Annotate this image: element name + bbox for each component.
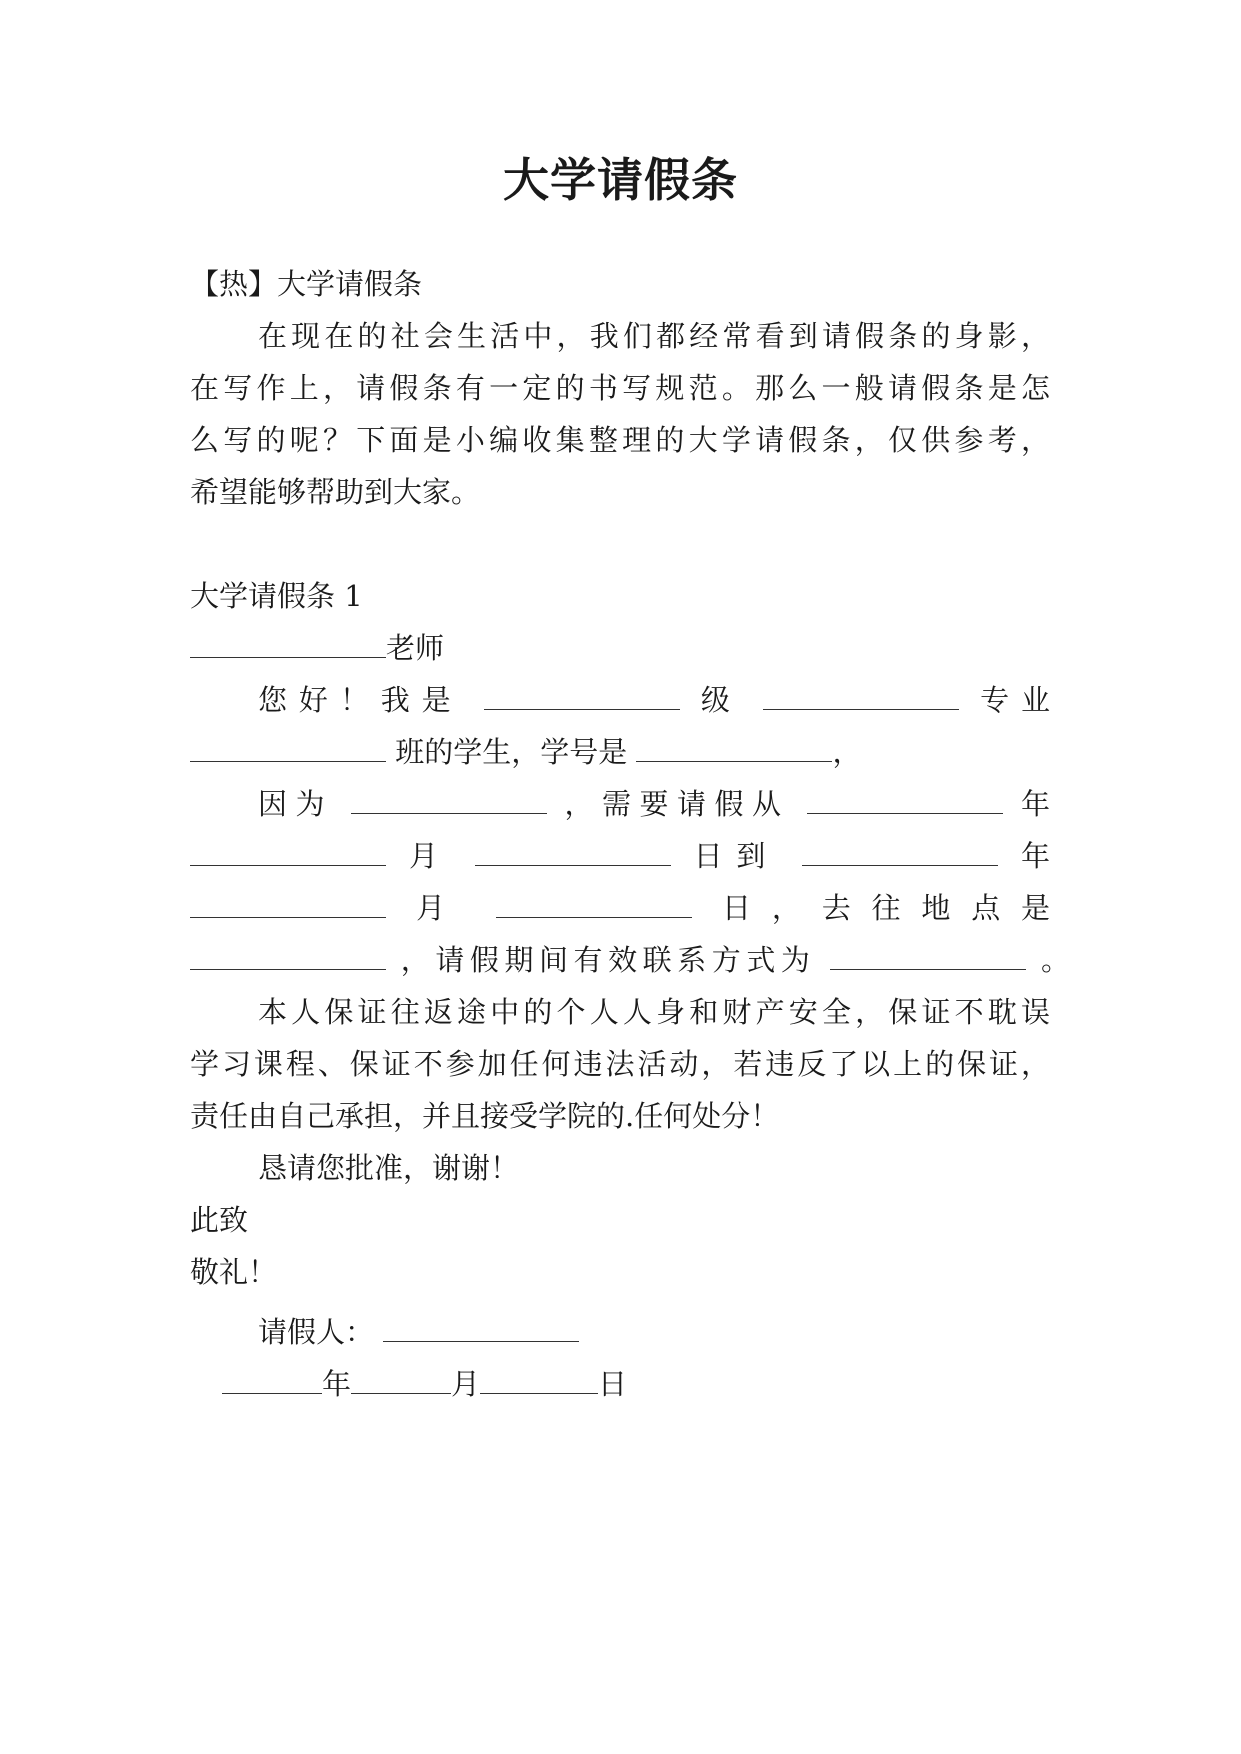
- class-blank: [190, 733, 386, 762]
- start-day-blank: [475, 837, 671, 866]
- date-day-blank: [480, 1365, 598, 1394]
- addressee-suffix: 老师: [386, 631, 445, 665]
- date-year-blank: [222, 1365, 322, 1394]
- student-id-blank: [636, 733, 832, 762]
- date-month-text: 月: [451, 1367, 481, 1401]
- month-text-2: 月: [416, 891, 466, 925]
- pledge-line-2: 学习课程、保证不参加任何违法活动，若违反了以上的保证，: [190, 1047, 1050, 1081]
- letter-line-3: [190, 784, 1050, 824]
- destination-blank: [190, 941, 386, 970]
- letter-line-5: [190, 888, 1050, 928]
- major-blank: [763, 681, 959, 710]
- request-line: 恳请您批准，谢谢！: [258, 1151, 520, 1185]
- date-month-blank: [351, 1365, 451, 1394]
- intro-heading: 【热】大学请假条: [190, 267, 423, 301]
- applicant-line: [190, 1312, 1050, 1352]
- letter-line-6: [190, 940, 1070, 980]
- intro-paragraph-line-2: 在写作上，请假条有一定的书写规范。那么一般请假条是怎: [190, 371, 1050, 405]
- date-day-text: 日: [598, 1367, 628, 1401]
- closing-line-2: 敬礼！: [190, 1255, 278, 1289]
- grade-blank: [484, 681, 680, 710]
- letter-line-1: [190, 680, 1050, 720]
- day-to-text: 日到: [693, 839, 780, 873]
- major-text: 专业: [980, 683, 1050, 717]
- closing-line-1: 此致: [190, 1203, 249, 1237]
- letter-line-4: [190, 836, 1050, 876]
- grade-text: 级: [700, 683, 742, 717]
- letter-line-2: [190, 732, 1050, 772]
- pledge-line-1: 本人保证往返途中的个人人身和财产安全，保证不耽误: [258, 995, 1050, 1029]
- intro-paragraph-line-3: 么写的呢？下面是小编收集整理的大学请假条，仅供参考，: [190, 423, 1050, 457]
- need-leave-text: ，需要请假从: [564, 787, 790, 821]
- end-month-blank: [190, 889, 386, 918]
- contact-text: ，请假期间有效联系方式为: [400, 943, 816, 977]
- start-month-blank: [190, 837, 386, 866]
- end-day-blank: [496, 889, 692, 918]
- section-title: 大学请假条 1: [190, 579, 363, 613]
- day-destination-text: 日，去往地点是: [722, 891, 1051, 925]
- year-text: 年: [1021, 787, 1051, 821]
- start-year-blank: [807, 785, 1003, 814]
- intro-paragraph-line-4: 希望能够帮助到大家。: [190, 475, 481, 509]
- month-text: 月: [408, 839, 452, 873]
- class-student-text: 班的学生，学号是: [395, 735, 628, 769]
- greeting-text: 您好！我是: [258, 683, 463, 717]
- intro-paragraph-line-1: 在现在的社会生活中，我们都经常看到请假条的身影，: [258, 319, 1050, 353]
- reason-blank: [351, 785, 547, 814]
- date-year-text: 年: [322, 1367, 352, 1401]
- contact-blank: [830, 941, 1026, 970]
- applicant-blank: [383, 1313, 579, 1342]
- period-text: 。: [1041, 943, 1071, 977]
- end-year-blank: [802, 837, 998, 866]
- page-title: 大学请假条: [503, 153, 738, 207]
- comma-text: ，: [832, 735, 862, 769]
- date-line: [222, 1364, 1082, 1404]
- pledge-line-3: 责任由自己承担，并且接受学院的.任何处分！: [190, 1099, 780, 1133]
- because-text: 因为: [258, 787, 334, 821]
- addressee-line: [190, 628, 1050, 668]
- applicant-label: 请假人：: [258, 1315, 375, 1349]
- teacher-name-blank: [190, 629, 386, 658]
- year-text-2: 年: [1020, 839, 1050, 873]
